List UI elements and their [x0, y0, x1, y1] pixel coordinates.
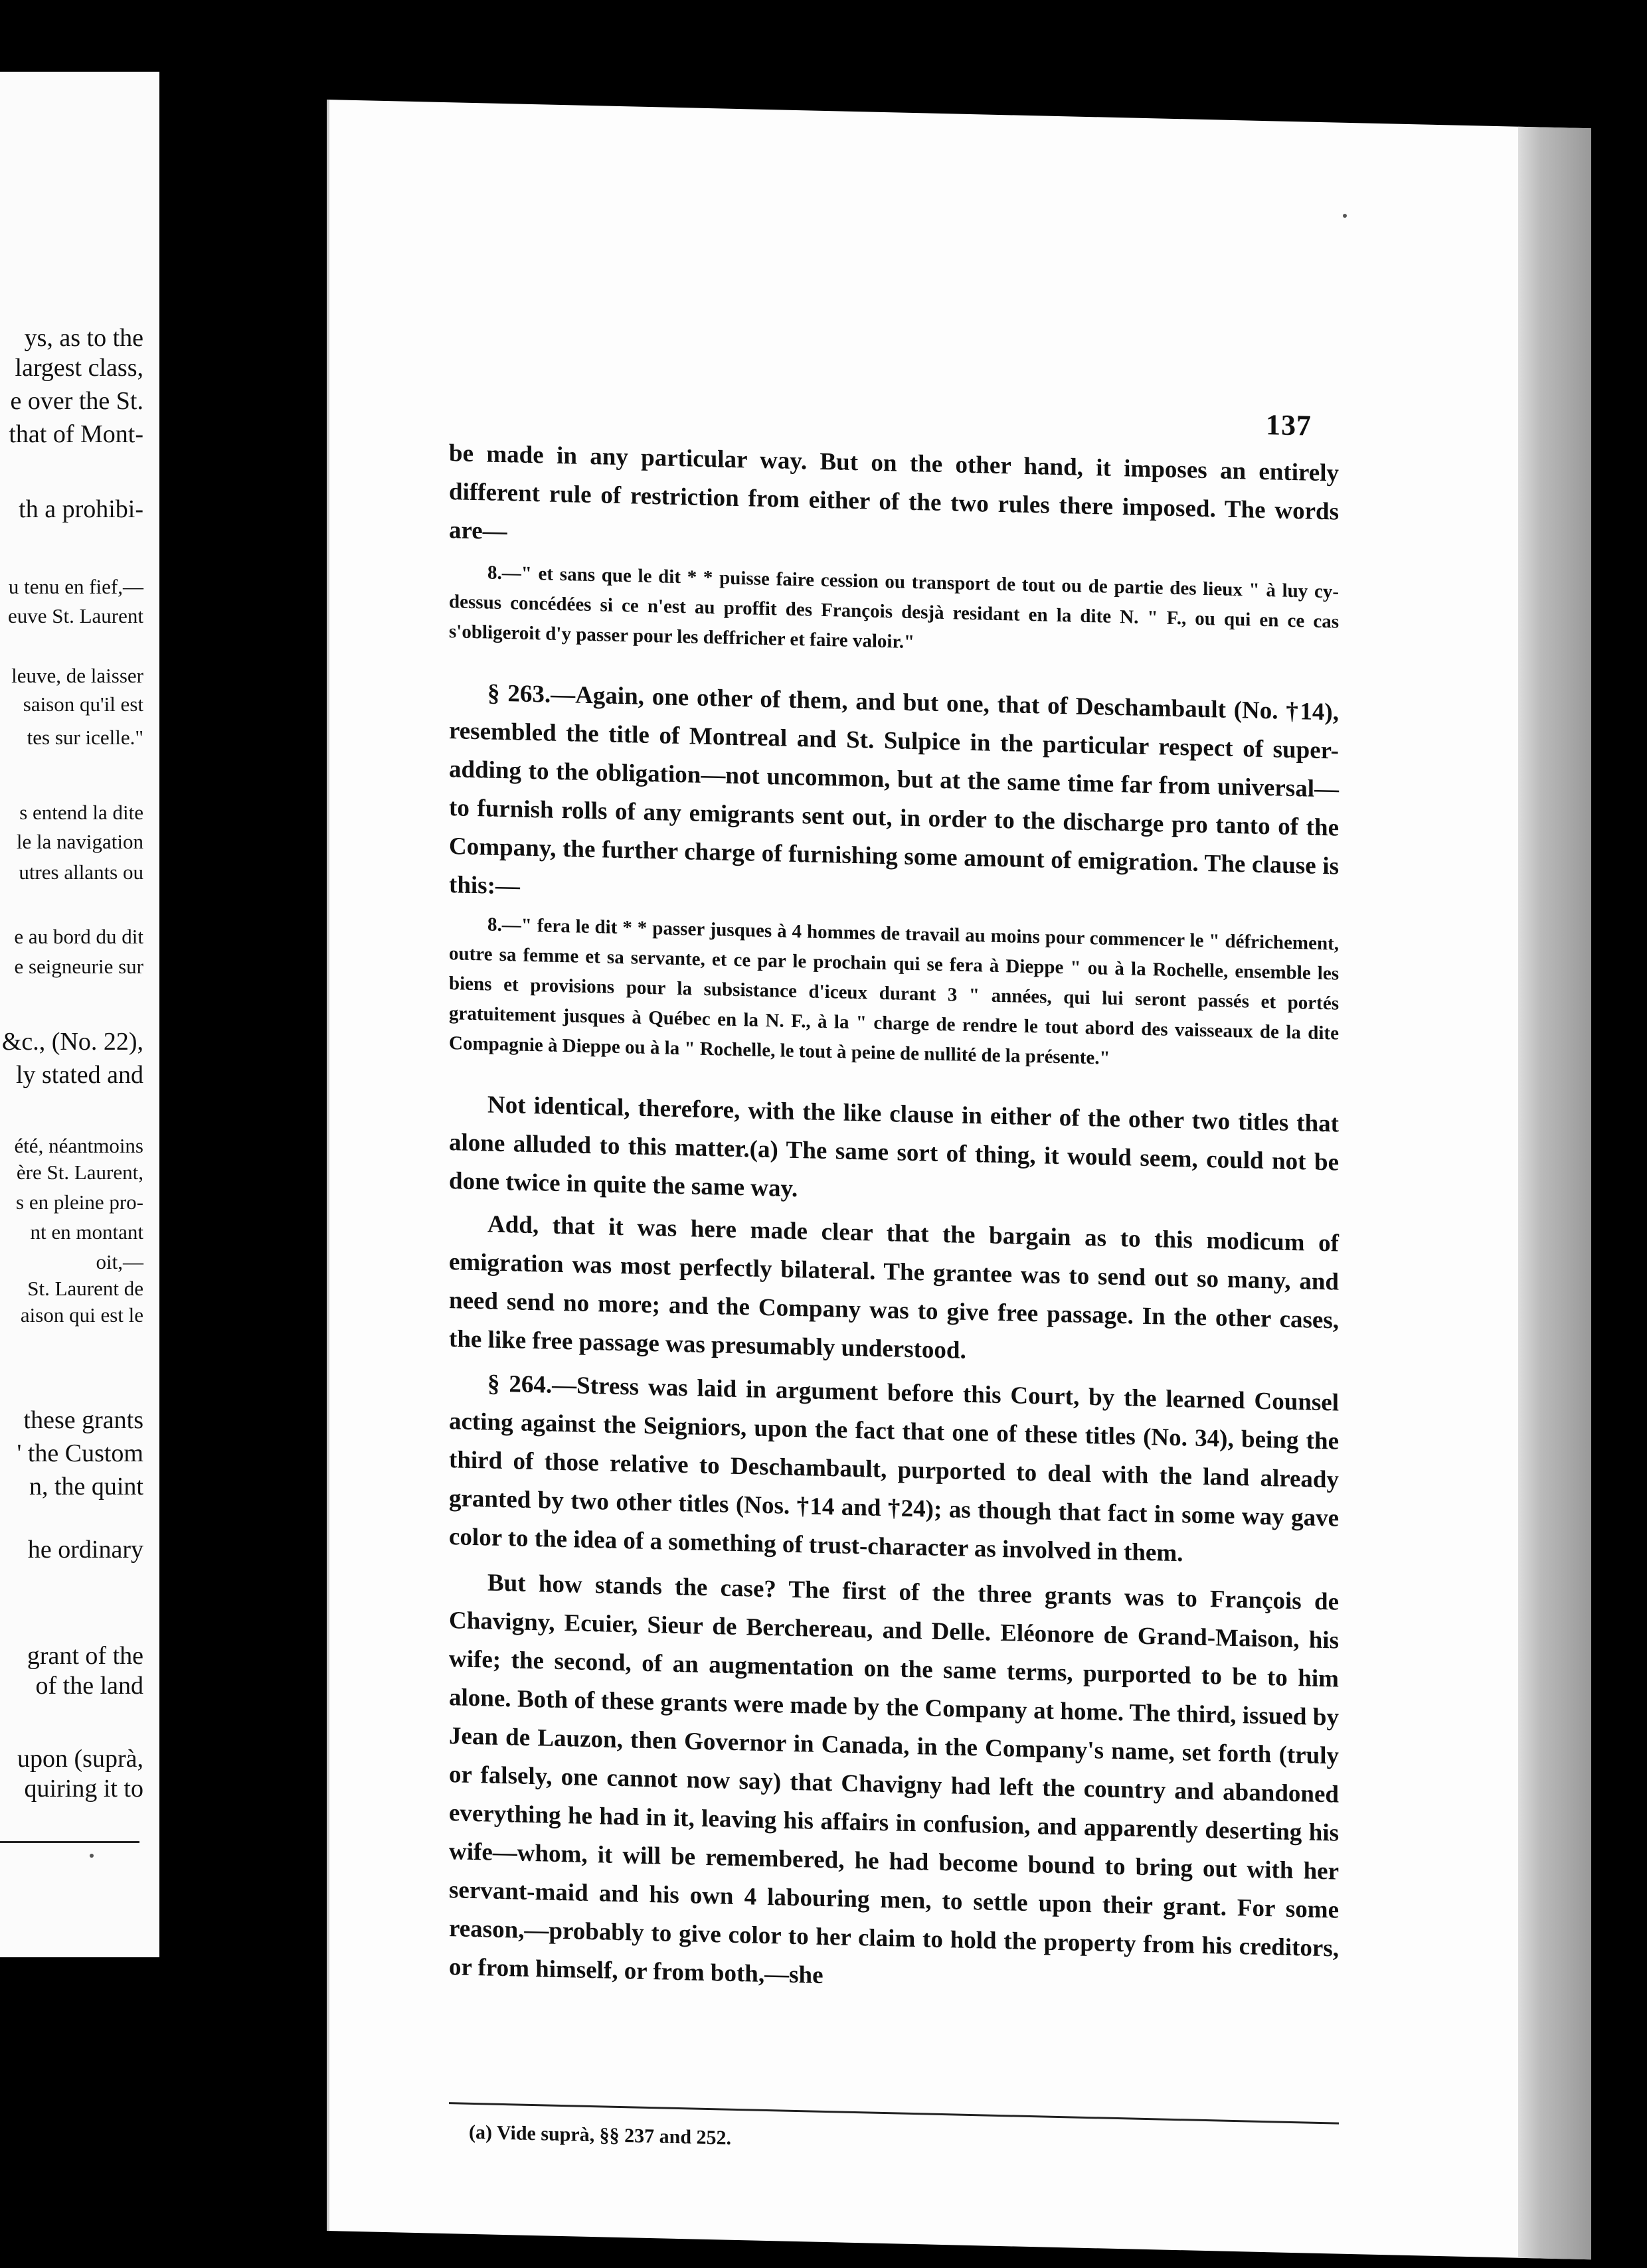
facing-page-line: of the land	[35, 1672, 143, 1700]
footnote-rule	[449, 2102, 1339, 2124]
footnote: (a) Vide suprà, §§ 237 and 252.	[469, 2121, 732, 2149]
paragraph-add: Add, that it was here made clear that the bargain as to this modicum of emigration was most perfectly bilateral. The grantee was to send out so many, and need send no more; and the Company was to give free passage. In the other cases, the like free passage was presumably understood.	[449, 1210, 1339, 1364]
quote-clause-emigration: 8.—" fera le dit * * passer jusques à 4 hommes de travail au moins pour commencer le " défrichement, outre sa femme et sa servante, et ce par le prochain qui se fera à Dieppe " ou à la Rochelle, ensemble les biens et provisions pour la subsistance d'iceux durant 3 " années, qui lui seront passés et portés gratuitement jusques à Québec en la N. F., à la " charge de rendre le tout abord des vaisseaux de la dite Compagnie à Dieppe ou à la " Rochelle, le tout à peine de nullité de la présente."	[449, 914, 1339, 1069]
facing-page-line: tes sur icelle."	[27, 726, 143, 749]
facing-page-line: e over the St.	[10, 387, 143, 415]
facing-page-line: le la navigation	[16, 830, 143, 853]
facing-page-line: ère St. Laurent,	[16, 1161, 143, 1184]
paragraph-not-identical: Not identical, therefore, with the like clause in either of the other two titles that alone alluded to this matter.(a) The same sort of thing, it would seem, could not be done twice in quite the same way.	[449, 1091, 1339, 1203]
facing-page-rule	[0, 1841, 139, 1843]
facing-page-line: aison qui est le	[20, 1303, 143, 1327]
page-edge	[1518, 127, 1591, 2259]
facing-page-line: ' the Custom	[17, 1439, 143, 1467]
quote-clause-cession: 8.—" et sans que le dit * * puisse faire cession ou transport de tout ou de partie des lieux " à luy cy-dessus concédées si ce n'est au proffit des François desjà residant en la dite N. " F., ou qui en ce cas s'obligeroit d'y passer pour les deffricher et faire valoir."	[449, 562, 1339, 653]
facing-page-line: largest class,	[15, 354, 143, 382]
facing-page-line: St. Laurent de	[27, 1277, 143, 1300]
facing-page-line: that of Mont-	[9, 420, 143, 448]
facing-page-line: u tenu en fief,—	[8, 575, 143, 598]
section-264: § 264.—Stress was laid in argument before this Court, by the learned Counsel acting against the Seigniors, upon the fact that one of these titles (No. 34), being the third of those relative to Deschambault, purported to deal with the land already granted by two other titles (Nos. †14 and †24); as though that fact in some way gave color to the idea of a something of trust-character as involved in them.	[449, 1370, 1339, 1568]
page-content	[449, 102, 1339, 2149]
page-number: 137	[1266, 408, 1312, 442]
facing-page-line: n, the quint	[29, 1473, 143, 1500]
facing-page-line: utres allants ou	[19, 860, 143, 884]
facing-page-line: these grants	[23, 1406, 143, 1434]
facing-page-line: quiring it to	[24, 1775, 143, 1803]
facing-page-line: s entend la dite	[19, 801, 143, 824]
section-263: § 263.—Again, one other of them, and but one, that of Deschambault (No. †14), resembled the title of Montreal and St. Sulpice in the particular respect of super-adding to the obligation—not uncommon, but at the same time far from universal—to furnish rolls of any emigrants sent out, in order to the discharge pro tanto of the Company, the further charge of furnishing some amount of emigration. The clause is this:—	[449, 679, 1339, 900]
facing-page	[0, 72, 159, 1957]
facing-page-line: oit,—	[96, 1250, 143, 1273]
facing-page-line: s en pleine pro-	[16, 1190, 143, 1214]
facing-page-line: upon (suprà,	[17, 1745, 143, 1773]
facing-page-line: euve St. Laurent	[7, 604, 143, 627]
scan-speck	[1343, 214, 1347, 218]
book-page	[327, 100, 1591, 2259]
paragraph-but-how: But how stands the case? The first of the three grants was to François de Chavigny, Ecuier, Sieur de Berchereau, and Delle. Eléonore de Grand-Maison, his wife; the second, of an augmentation on the same terms, purported to be to him alone. Both of these grants were made by the Company at home. The third, issued by Jean de Lauzon, then Governor in Canada, in the Company's name, set forth (truly or falsely, one cannot now say) that Chavigny had left the country and abandoned everything he had in it, leaving his affairs in confusion, and apparently deserting his wife—whom, it will be remembered, he had become bound to bring out with her servant-maid and his own 4 labouring men, to settle upon their grant. For some reason,—probably to give color to her claim to hold the property from his creditors, or from himself, or from both,—she	[449, 1569, 1339, 1989]
facing-page-line: été, néantmoins	[14, 1134, 143, 1157]
paragraph-continued: be made in any particular way. But on the other hand, it imposes an entirely different rule of restriction from either of the two rules there imposed. The words are—	[449, 440, 1339, 546]
facing-page-line: &c., (No. 22),	[1, 1028, 143, 1056]
facing-page-line: ly stated and	[15, 1061, 143, 1089]
facing-page-line: th a prohibi-	[19, 495, 143, 523]
scan-speck	[90, 1854, 94, 1858]
facing-page-line: saison qu'il est	[23, 692, 143, 716]
facing-page-line: e seigneurie sur	[14, 955, 143, 978]
facing-page-line: grant of the	[27, 1642, 143, 1670]
facing-page-line: e au bord du dit	[14, 925, 143, 948]
facing-page-line: ys, as to the	[24, 324, 143, 352]
facing-page-line: he ordinary	[27, 1536, 143, 1564]
facing-page-line: leuve, de laisser	[11, 664, 143, 687]
facing-page-line: nt en montant	[30, 1220, 143, 1244]
